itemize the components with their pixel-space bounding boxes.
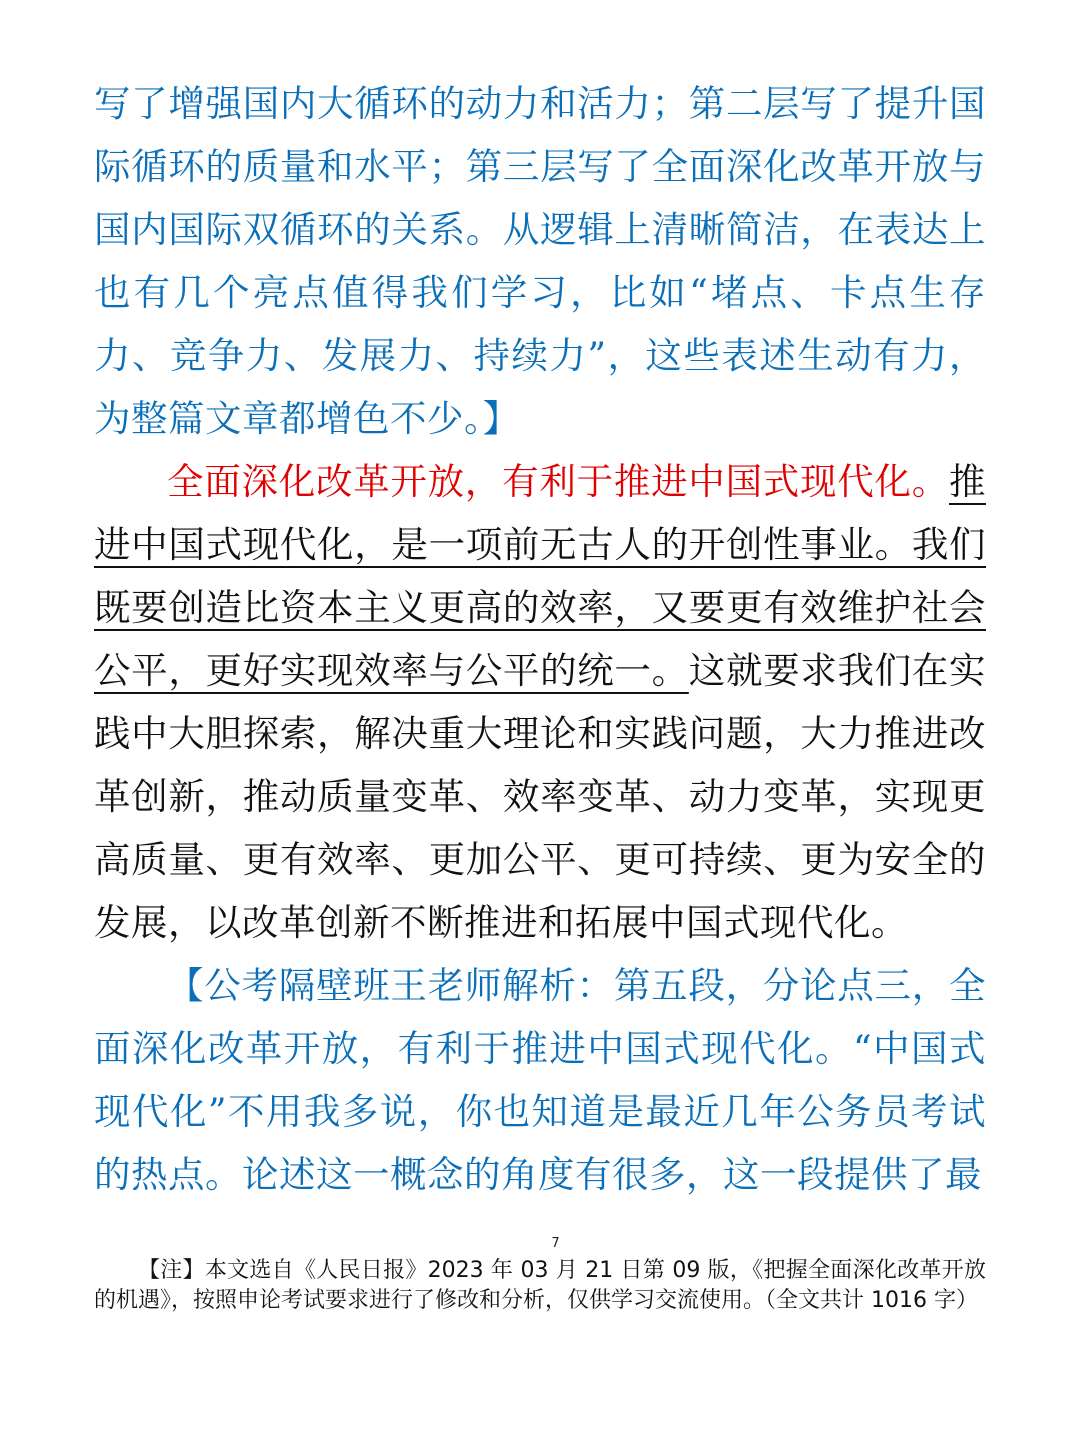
analysis-paragraph: 【公考隔壁班王老师解析：第五段，分论点三，全面深化改革开放，有利于推进中国式现代化。“中国式现代化”不用我多说，你也知道是最近几年公务员考试的热点。论述这一概念的角度有很多，这一段提供了最 bbox=[94, 964, 986, 1196]
article-body bbox=[94, 72, 986, 1206]
underlined-sentence: 推进中国式现代化，是一项前无古人的开创性事业。我们既要创造比资本主义更高的效率，又要更有效维护社会公平，更好实现效率与公平的统一。 bbox=[94, 460, 986, 692]
sub-argument-paragraph bbox=[94, 450, 986, 954]
page-number: 7 bbox=[551, 1236, 560, 1251]
footnote-text: 【注】本文选自《人民日报》2023 年 03 月 21 日第 09 版，《把握全面深化改革开放的机遇》，按照申论考试要求进行了修改和分析，仅供学习交流使用。（全文共计 1016 字） bbox=[94, 1258, 986, 1313]
body-sentence: 这就要求我们在实践中大胆探索，解决重大理论和实践问题，大力推进改革创新，推动质量变革、效率变革、动力变革，实现更高质量、更有效率、更加公平、更可持续、更为安全的发展，以改革创新不断推进和拓展中国式现代化。 bbox=[94, 649, 987, 944]
footnote bbox=[94, 1256, 986, 1316]
analysis-paragraph-continued: 写了增强国内大循环的动力和活力；第二层写了提升国际循环的质量和水平；第三层写了全面深化改革开放与国内国际双循环的关系。从逻辑上清晰简洁，在表达上也有几个亮点值得我们学习，比如“堵点、卡点生存力、竞争力、发展力、持续力”，这些表述生动有力，为整篇文章都增色不少。】 bbox=[94, 82, 986, 440]
thesis-sentence: 全面深化改革开放，有利于推进中国式现代化。 bbox=[167, 460, 949, 503]
